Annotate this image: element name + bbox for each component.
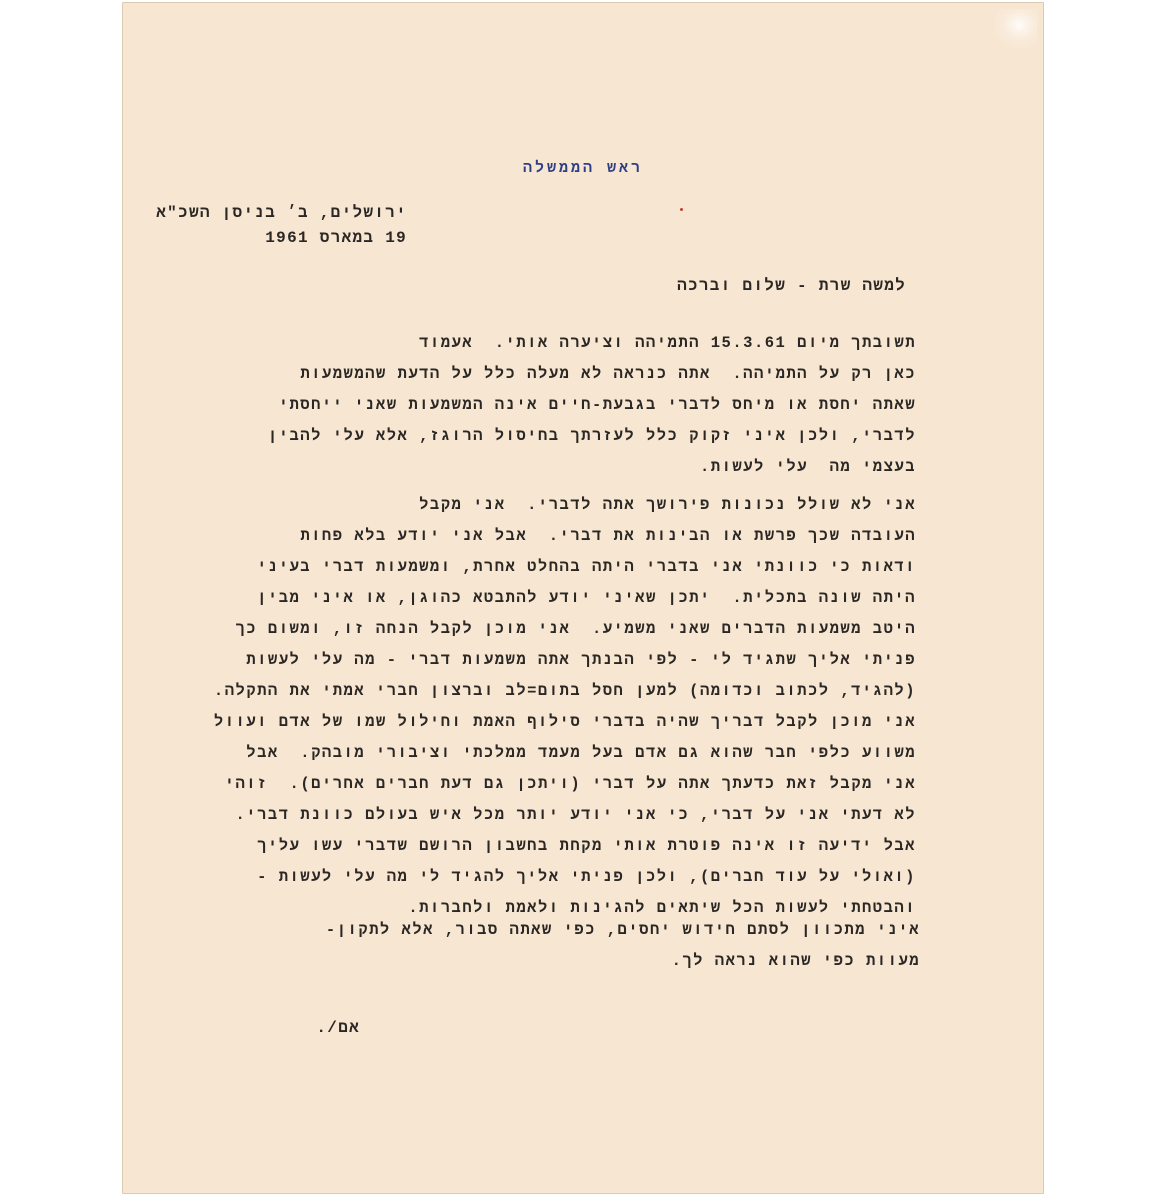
salutation: למשה שרת - שלום וברכה: [677, 277, 906, 295]
text-line: פניתי אליך שתגיד לי - לפי הבנתך אתה משמעות דברי - מה עלי לעשות: [246, 651, 916, 669]
text-line: היתה שונה בתכלית. יתכן שאיני יודע להתבטא כהוגן, או איני מבין: [257, 589, 916, 607]
letter-sheet: [123, 3, 1043, 1193]
text-line: תשובתך מיום 15.3.61 התמיהה וציערה אותי. אעמוד: [419, 334, 916, 352]
signature-initials: אם/.: [316, 1019, 360, 1037]
text-line: משווע כלפי חבר שהוא גם אדם בעל מעמד ממלכתי וציבורי מובהק. אבל: [246, 744, 916, 762]
text-line: בעצמי מה עלי לעשות.: [699, 458, 916, 476]
text-line: (ואולי על עוד חברים), ולכן פניתי אליך להגיד לי מה עלי לעשות -: [257, 868, 916, 886]
paragraph-1: [268, 328, 916, 483]
text-line: אני מקבל זאת כדעתך אתה על דברי (ויתכן גם דעת חברים אחרים). זוהי: [224, 775, 916, 793]
text-line: אני מוכן לקבל דבריך שהיה בדברי סילוף האמת וחילול שמו של אדם ועוול: [213, 713, 916, 731]
text-line: אבל ידיעה זו אינה פוטרת אותי מקחת בחשבון הרושם שדברי עשו עליך: [257, 837, 916, 855]
paragraph-2: [214, 490, 916, 924]
text-line: שאתה יחסת או מיחס לדברי בגבעת-חיים אינה המשמעות שאני ייחסתי: [278, 396, 916, 414]
gregorian-date: 19 במארס 1961: [265, 229, 407, 247]
hebrew-date: ירושלים, ב׳ בניסן השכ"א: [156, 204, 407, 222]
text-line: היטב משמעות הדברים שאני משמיע. אני מוכן לקבל הנחה זו, ומשום כך: [235, 620, 916, 638]
ink-dot: [680, 208, 683, 211]
text-line: איני מתכוון לסתם חידוש יחסים, כפי שאתה סבור, אלא לתקון-: [325, 921, 920, 939]
letterhead-title: ראש הממשלה: [522, 160, 643, 177]
text-line: לא דעתי אני על דברי, כי אני יודע יותר מכל איש בעולם כוונת דברי.: [235, 806, 916, 824]
paragraph-3: [326, 915, 920, 977]
text-line: לדברי, ולכן איני זקוק כלל לעזרתך בחיסול הרוגז, אלא עלי להבין: [267, 427, 916, 445]
text-line: מעוות כפי שהוא נראה לך.: [671, 952, 920, 970]
text-line: ודאות כי כוונתי אני בדברי היתה בהחלט אחרת, ומשמעות דברי בעיני: [257, 558, 916, 576]
paper-stain: [993, 9, 1037, 49]
text-line: (להגיד, לכתוב וכדומה) למען חסל בתום=לב וברצון חברי אמתי את התקלה.: [213, 682, 916, 700]
text-line: העובדה שכך פרשת או הבינות את דברי. אבל אני יודע בלא פחות: [300, 527, 916, 545]
text-line: והבטחתי לעשות הכל שיתאים להגינות ולאמת ולחברות.: [408, 899, 916, 917]
text-line: כאן רק על התמיהה. אתה כנראה לא מעלה כלל על הדעת שהמשמעות: [300, 365, 916, 383]
text-line: אני לא שולל נכונות פירושך אתה לדברי. אני מקבל: [419, 496, 916, 514]
